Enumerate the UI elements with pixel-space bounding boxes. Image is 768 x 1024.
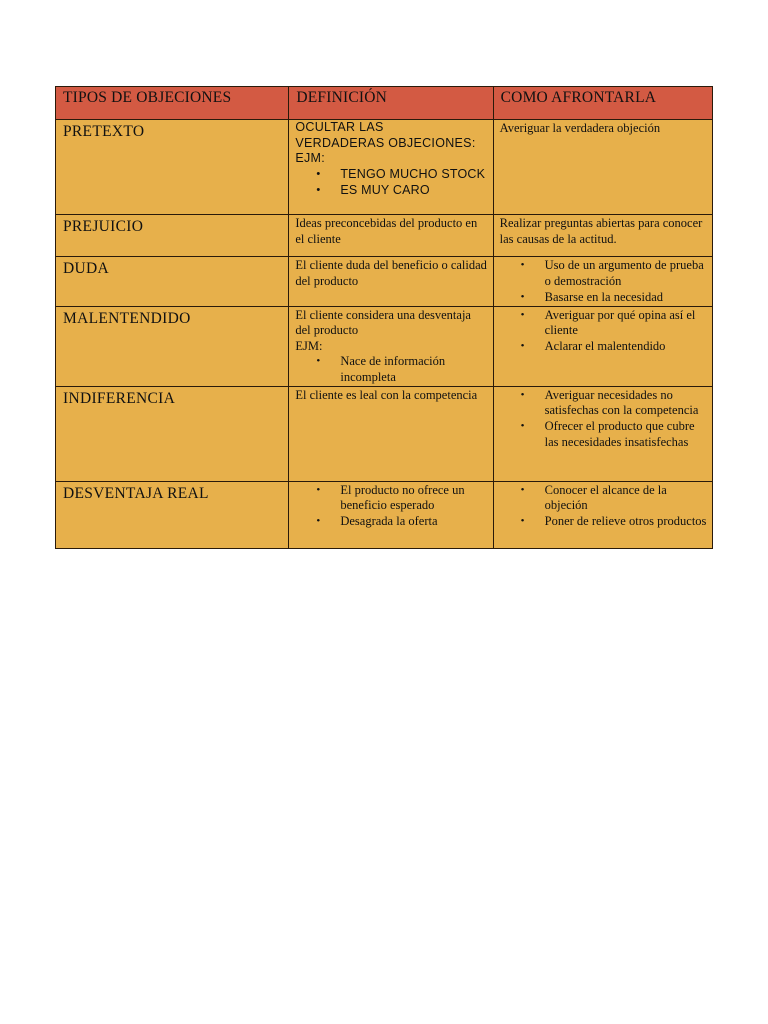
definition-line: VERDADERAS OBJECIONES:	[295, 135, 476, 150]
bullet-icon: •	[316, 183, 321, 196]
table-header-row	[56, 87, 713, 120]
definition-bullets	[295, 483, 488, 530]
bullet-item	[520, 482, 708, 514]
bullet-text: Desagrada la oferta	[340, 514, 438, 528]
bullet-item	[520, 289, 708, 306]
definition-cell	[289, 481, 493, 548]
header-types: TIPOS DE OBJECIONES	[63, 89, 232, 106]
objection-type: MALENTENDIDO	[63, 309, 191, 327]
bullet-text: Uso de un argumento de prueba o demostración	[544, 258, 704, 288]
definition-text: Ideas preconcebidas del producto en el cliente	[295, 216, 478, 246]
bullet-icon: •	[520, 340, 525, 352]
definition-line: EJM:	[295, 338, 323, 353]
bullet-icon: •	[520, 308, 525, 321]
bullet-item	[520, 387, 708, 419]
approach-text: Realizar preguntas abiertas para conocer las causas de la actitud.	[499, 216, 703, 246]
approach-cell	[493, 257, 712, 307]
bullet-text: Aclarar el malentendido	[544, 339, 666, 353]
approach-bullets	[500, 483, 708, 530]
header-cell-approach	[493, 87, 712, 120]
bullet-item	[316, 482, 488, 514]
bullet-text: Ofrecer el producto que cubre las necesidades insatisfechas	[544, 419, 695, 449]
table-row	[56, 386, 713, 481]
type-cell	[56, 257, 289, 307]
approach-cell	[493, 481, 712, 548]
objection-type: PREJUICIO	[63, 218, 144, 235]
objections-table	[55, 86, 713, 549]
approach-text: Averiguar la verdadera objeción	[499, 121, 661, 135]
bullet-item	[316, 354, 488, 385]
bullet-text: Averiguar necesidades no satisfechas con la competencia	[544, 387, 699, 417]
type-cell	[56, 120, 289, 215]
approach-cell	[493, 215, 712, 257]
objection-type: DESVENTAJA REAL	[63, 484, 209, 502]
definition-bullets	[295, 354, 488, 385]
type-cell	[56, 481, 289, 548]
definition-cell	[289, 120, 493, 215]
header-cell-types	[56, 87, 289, 120]
approach-cell	[493, 120, 712, 215]
definition-cell	[289, 306, 493, 386]
bullet-text: El producto no ofrece un beneficio esperado	[340, 482, 465, 512]
bullet-icon: •	[520, 388, 525, 401]
bullet-item	[316, 182, 488, 199]
header-cell-definition	[289, 87, 493, 120]
bullet-icon: •	[316, 483, 321, 496]
bullet-text: ES MUY CARO	[340, 182, 430, 197]
approach-cell	[493, 306, 712, 386]
bullet-item	[520, 339, 708, 355]
bullet-item	[520, 258, 708, 289]
bullet-icon: •	[520, 483, 525, 496]
table-row	[56, 306, 713, 386]
header-approach: COMO AFRONTARLA	[500, 89, 657, 106]
definition-line: El cliente considera una desventaja del producto	[295, 307, 471, 337]
approach-cell	[493, 386, 712, 481]
table-row	[56, 120, 713, 215]
definition-cell	[289, 386, 493, 481]
definition-line: EJM:	[295, 151, 326, 165]
definition-cell	[289, 257, 493, 307]
bullet-text: Conocer el alcance de la objeción	[544, 482, 667, 512]
bullet-text: Basarse en la necesidad	[544, 289, 663, 304]
bullet-icon: •	[316, 515, 321, 527]
bullet-item	[520, 419, 708, 450]
bullet-item	[316, 166, 488, 183]
bullet-icon: •	[520, 515, 525, 527]
objection-type: INDIFERENCIA	[63, 389, 176, 407]
bullet-item	[520, 514, 708, 530]
bullet-text: Averiguar por qué opina así el cliente	[544, 307, 696, 337]
objection-type: DUDA	[63, 260, 109, 277]
definition-bullets	[295, 167, 488, 199]
type-cell	[56, 215, 289, 257]
bullet-icon: •	[316, 167, 321, 180]
bullet-icon: •	[520, 420, 525, 432]
objection-type: PRETEXTO	[63, 123, 145, 140]
header-definition: DEFINICIÓN	[296, 89, 388, 106]
bullet-icon: •	[520, 290, 525, 303]
definition-text: El cliente es leal con la competencia	[295, 387, 478, 402]
approach-bullets	[500, 308, 708, 355]
table-row	[56, 215, 713, 257]
definition-text: El cliente duda del beneficio o calidad del producto	[295, 258, 487, 288]
approach-bullets	[500, 388, 708, 451]
bullet-icon: •	[316, 355, 321, 367]
definition-line: OCULTAR LAS	[295, 120, 384, 134]
approach-bullets	[500, 258, 708, 305]
bullet-item	[316, 514, 488, 530]
table-row	[56, 257, 713, 307]
table-row	[56, 481, 713, 548]
type-cell	[56, 306, 289, 386]
definition-cell	[289, 215, 493, 257]
bullet-text: Nace de información incompleta	[340, 354, 446, 384]
bullet-icon: •	[520, 259, 525, 271]
bullet-item	[520, 307, 708, 339]
bullet-text: Poner de relieve otros productos	[544, 514, 707, 528]
type-cell	[56, 386, 289, 481]
bullet-text: TENGO MUCHO STOCK	[340, 166, 486, 181]
